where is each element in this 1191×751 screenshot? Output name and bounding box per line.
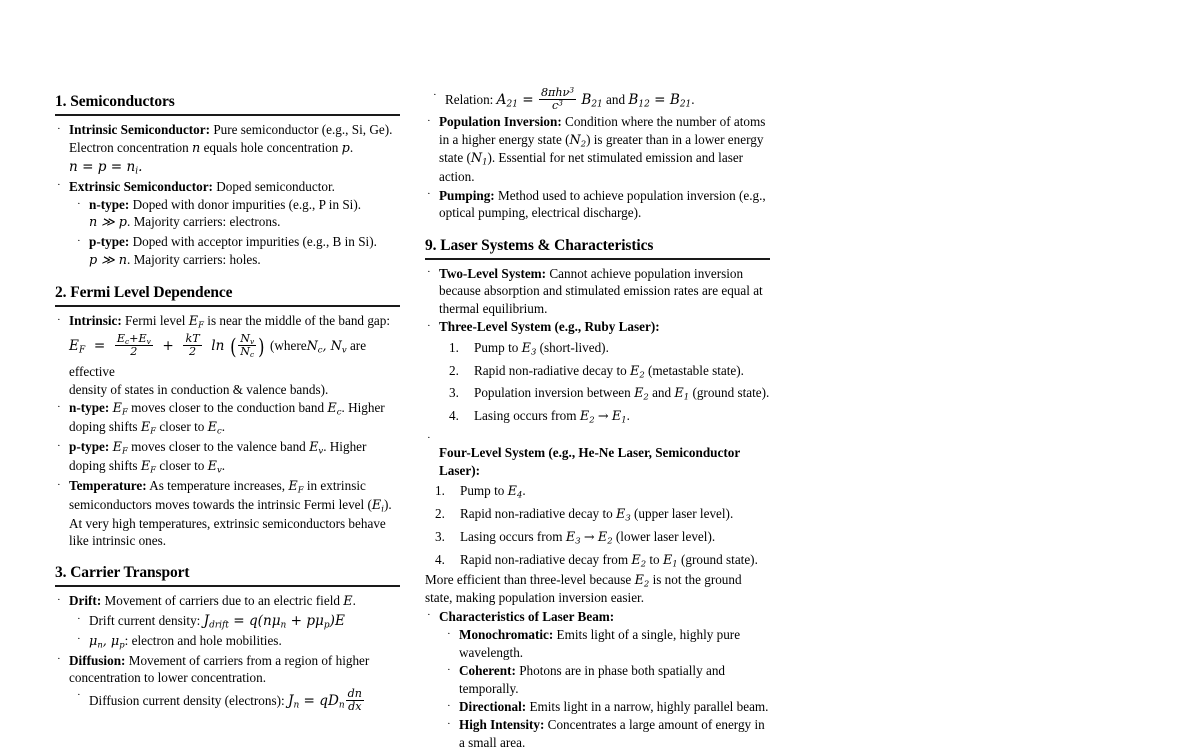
- bullet-icon: ·: [57, 400, 61, 413]
- term-label: High Intensity:: [459, 717, 545, 733]
- list-item: [425, 528, 770, 547]
- list-item: [75, 612, 400, 631]
- list-item: [445, 698, 770, 715]
- item-text: As temperature increases,: [149, 478, 286, 493]
- item-text: Doped semiconductor.: [216, 178, 335, 194]
- item-text: Pure semiconductor (e.g., Si, Ge). Electron concentration: [69, 122, 393, 155]
- item-text: Emits light of a single, highly pure wavelength.: [459, 627, 741, 660]
- four-level-trailing-text: More efficient than three-level because $E_2$ is not the ground state, making population inversion easier.: [425, 571, 742, 606]
- list-item: [75, 233, 400, 269]
- list-number: 3.: [435, 528, 445, 544]
- item-text-c: ). At very high temperatures, extrinsic semiconductors behave like intrinsic ones.: [69, 496, 392, 549]
- item-period: .: [221, 419, 226, 435]
- bullet-icon: ·: [427, 431, 431, 444]
- item-text: : electron and hole mobilities.: [124, 632, 282, 648]
- item-text-b: and: [606, 92, 626, 108]
- item-text: Rapid non-radiative decay from $E_2$ to $E_1$ (ground state).: [460, 551, 758, 569]
- list-item: [55, 652, 400, 713]
- item-text-b: in extrinsic semiconductors moves towards the intrinsic Fermi level (: [69, 478, 372, 512]
- list-number: 4.: [449, 408, 459, 424]
- term-label: n-type:: [69, 400, 110, 416]
- item-text: Cannot achieve population inversion because absorption and stimulated emission rates are equal at thermal equilibrium.: [439, 265, 763, 316]
- list-item: [55, 592, 400, 651]
- term-label: Intrinsic Semiconductor:: [69, 122, 211, 138]
- section-body-2: [55, 312, 400, 550]
- list-item: [439, 384, 770, 403]
- right-column: [425, 0, 770, 750]
- term-label: Intrinsic:: [69, 313, 122, 329]
- list-item: [425, 87, 770, 112]
- list-item: [445, 662, 770, 697]
- item-text: Condition where the number of atoms in a higher energy state (: [439, 114, 766, 147]
- list-item: [439, 339, 770, 358]
- bullet-icon: ·: [57, 439, 61, 452]
- bullet-list: [55, 121, 400, 269]
- bullet-icon: ·: [77, 197, 81, 210]
- bullet-icon: ·: [427, 609, 431, 622]
- item-text-b: is near the middle of the band gap:: [207, 313, 391, 329]
- sub-bullet-list: [431, 87, 770, 112]
- bullet-icon: ·: [77, 689, 81, 702]
- term-label: Characteristics of Laser Beam:: [439, 608, 615, 624]
- section-laser-systems: [425, 236, 770, 751]
- item-text: Pump to $E_4$.: [460, 483, 526, 500]
- sub-bullet-list: [75, 688, 400, 713]
- item-text: Method used to achieve population inversion (e.g., optical pumping, electrical discharge).: [439, 187, 766, 221]
- math-fermi-equation: $E_F$ = $\frac{E_c+E_v}{2}$ + $\frac{kT}{2}$ ln ( $\frac{N_v}{N_c}$ ): [69, 331, 265, 360]
- item-text-b: . Higher doping shifts: [69, 439, 367, 474]
- term-label: Two-Level System:: [439, 265, 547, 281]
- bullet-icon: ·: [427, 266, 431, 279]
- list-item: [425, 505, 770, 524]
- bullet-list: [425, 265, 770, 751]
- math-ev: $E_v$: [309, 440, 324, 456]
- math-ef: $E_F$: [140, 459, 157, 475]
- term-label: p-type:: [69, 439, 110, 455]
- item-text-b: . Majority carriers: electrons.: [126, 214, 281, 230]
- list-item: [425, 551, 770, 570]
- math-ev: $E_v$: [207, 459, 222, 475]
- left-column: [55, 0, 400, 713]
- item-text-b: . Higher doping shifts: [69, 400, 385, 435]
- item-text: Drift current density:: [89, 612, 201, 628]
- math-einstein-relation: $A_{21}$ = $\frac{8\pi h\nu^3}{c^3}$ $B_{21}$: [496, 85, 603, 113]
- section-body-3: [55, 592, 400, 713]
- bullet-icon: ·: [57, 179, 61, 192]
- list-number: 3.: [449, 385, 459, 401]
- item-text-c: ). Essential for net stimulated emission and laser action.: [439, 150, 744, 185]
- list-number: 2.: [449, 362, 459, 378]
- term-label: Three-Level System (e.g., Ruby Laser):: [439, 319, 660, 335]
- math-nc-nv: $N_c$, $N_v$: [306, 338, 347, 355]
- item-text: Doped with donor impurities (e.g., P in Si).: [132, 197, 362, 213]
- item-text: Emits light in a narrow, highly parallel beam.: [529, 699, 769, 715]
- list-item: [75, 196, 400, 232]
- section-heading-3: 3. Carrier Transport: [55, 563, 400, 587]
- item-text: moves closer to the valence band: [131, 439, 306, 455]
- math-ec: $E_c$: [207, 420, 222, 436]
- bullet-list: [55, 592, 400, 713]
- math-b12-b21: $B_{12} = B_{21}$: [628, 92, 692, 110]
- numbered-list: [425, 482, 770, 570]
- bullet-list: [425, 87, 770, 222]
- four-level-subheading: Four-Level System (e.g., He-Ne Laser, Semiconductor Laser):: [439, 445, 740, 478]
- term-label: Monochromatic:: [459, 627, 554, 643]
- bullet-icon: ·: [57, 593, 61, 606]
- term-label: Temperature:: [69, 478, 147, 493]
- section-heading-9: 9. Laser Systems & Characteristics: [425, 236, 770, 260]
- list-item: [425, 482, 770, 501]
- bullet-icon: ·: [427, 319, 431, 332]
- item-text: Movement of carriers from a region of higher concentration to lower concentration.: [69, 652, 370, 686]
- math-ef: $E_F$: [188, 314, 204, 330]
- bullet-icon: ·: [433, 88, 437, 101]
- term-label: Diffusion:: [69, 652, 126, 668]
- list-item: [55, 121, 400, 176]
- item-text: Concentrates a large amount of energy in a small area.: [459, 717, 765, 750]
- list-number: 2.: [435, 505, 445, 521]
- math-intrinsic-equality: $n = p = n_i$.: [69, 158, 143, 177]
- term-label: Population Inversion:: [439, 114, 562, 130]
- item-text: Fermi level: [125, 313, 186, 329]
- math-n-gg-p: n ≫ p: [89, 215, 127, 231]
- item-text: Lasing occurs from $E_3 \to E_2$ (lower laser level).: [460, 528, 716, 546]
- list-item: [55, 178, 400, 270]
- section-carrier-transport: [55, 563, 400, 713]
- bullet-icon: ·: [77, 633, 81, 646]
- list-item: [55, 477, 400, 550]
- term-label: Coherent:: [459, 663, 516, 679]
- math-n2: $N_2$: [569, 132, 587, 148]
- section-body-1: [55, 121, 400, 269]
- list-item: [55, 312, 400, 398]
- item-text-c: closer to: [159, 419, 205, 435]
- numbered-list: [439, 339, 770, 427]
- item-text-b: .: [352, 593, 356, 608]
- item-text-d: are effective: [69, 337, 367, 379]
- sub-bullet-list: [75, 196, 400, 270]
- list-item: [445, 626, 770, 661]
- item-text: Photons are in phase both spatially and temporally.: [459, 663, 726, 696]
- item-period: .: [691, 92, 695, 108]
- math-diffusion-current: $J_n = qD_n$ $\frac{dn}{dx}$: [287, 686, 362, 713]
- list-item: [439, 362, 770, 381]
- list-item: [425, 113, 770, 186]
- math-p-gg-n: p ≫ n: [89, 252, 127, 268]
- item-text-b: ) is greater than in a lower energy state (: [439, 131, 764, 166]
- item-text: Lasing occurs from $E_2 \to E_1$.: [474, 408, 630, 425]
- item-text: Pump to $E_3$ (short-lived).: [474, 339, 609, 356]
- term-label: Drift:: [69, 593, 102, 608]
- bullet-icon: ·: [447, 717, 451, 730]
- list-item: [55, 399, 400, 437]
- section-heading-2: 2. Fermi Level Dependence: [55, 283, 400, 307]
- term-label: n-type:: [89, 197, 130, 213]
- list-item: [425, 187, 770, 222]
- math-n: n: [192, 140, 201, 156]
- math-drift-current: $J_{drift} = q(n\mu_n + p\mu_p)E$: [203, 612, 345, 631]
- item-text: moves closer to the conduction band: [131, 400, 325, 416]
- bullet-icon: ·: [447, 627, 451, 640]
- bullet-icon: ·: [447, 699, 451, 712]
- math-mobilities: $\mu_n$, $\mu_p$: [89, 633, 125, 650]
- item-text-e: density of states in conduction & valence bands).: [69, 382, 329, 398]
- math-ef: $E_F$: [140, 420, 157, 436]
- section-fermi-level: [55, 283, 400, 550]
- bullet-icon: ·: [77, 234, 81, 247]
- bullet-icon: ·: [427, 188, 431, 201]
- bullet-icon: ·: [427, 114, 431, 127]
- list-item: [431, 87, 770, 112]
- item-text: Population inversion between $E_2$ and $E_1$ (ground state).: [474, 385, 770, 402]
- item-text-c: (where: [269, 337, 307, 353]
- orphan-bullet: [425, 430, 770, 444]
- bullet-icon: ·: [77, 613, 81, 626]
- continued-items: [425, 87, 770, 222]
- section-heading-1: 1. Semiconductors: [55, 92, 400, 116]
- list-item: [55, 438, 400, 476]
- bullet-icon: ·: [447, 663, 451, 676]
- item-period: .: [349, 139, 354, 155]
- list-number: 1.: [435, 483, 445, 499]
- item-text: Movement of carriers due to an electric field: [104, 593, 340, 608]
- bullet-icon: ·: [57, 313, 61, 326]
- bullet-list: [55, 312, 400, 550]
- item-text: Relation:: [445, 92, 494, 108]
- term-label: Extrinsic Semiconductor:: [69, 178, 213, 194]
- sub-bullet-list: [445, 626, 770, 751]
- list-item: [75, 688, 400, 713]
- math-p: p: [341, 140, 350, 156]
- list-item: [75, 632, 400, 651]
- fermi-level-formula: [69, 333, 400, 380]
- math-ef: $E_F$: [112, 440, 128, 456]
- list-item: [425, 608, 770, 751]
- term-label: Directional:: [459, 699, 527, 715]
- item-text-c: closer to: [159, 458, 205, 474]
- term-label: Pumping:: [439, 187, 495, 203]
- list-item: [445, 716, 770, 751]
- item-text: Rapid non-radiative decay to $E_2$ (metastable state).: [474, 362, 744, 379]
- list-item: [425, 265, 770, 317]
- list-item-four-level: [425, 430, 770, 607]
- item-text-b: equals hole concentration: [203, 139, 339, 155]
- list-item: [425, 318, 770, 426]
- item-text: Rapid non-radiative decay to $E_3$ (upper laser level).: [460, 505, 734, 523]
- bullet-icon: ·: [57, 653, 61, 666]
- item-text: Diffusion current density (electrons):: [89, 692, 285, 708]
- bullet-icon: ·: [57, 122, 61, 135]
- bullet-icon: ·: [57, 478, 61, 491]
- term-label: p-type:: [89, 234, 130, 250]
- math-ei: $E_i$: [371, 497, 384, 514]
- section-body-9: [425, 265, 770, 751]
- math-ef: $E_F$: [112, 401, 128, 417]
- math-ef: $E_F$: [288, 479, 304, 495]
- list-number: 1.: [449, 339, 459, 355]
- math-ec: $E_c$: [327, 401, 342, 417]
- math-e-field: E: [343, 594, 353, 609]
- list-item: [439, 407, 770, 426]
- list-number: 4.: [435, 551, 445, 567]
- item-text-b: . Majority carriers: holes.: [126, 251, 261, 267]
- section-semiconductors: [55, 92, 400, 270]
- math-n1: $N_1$: [470, 151, 488, 167]
- item-text: Doped with acceptor impurities (e.g., B in Si).: [132, 234, 377, 250]
- sub-bullet-list: [75, 612, 400, 651]
- item-period: .: [221, 458, 226, 474]
